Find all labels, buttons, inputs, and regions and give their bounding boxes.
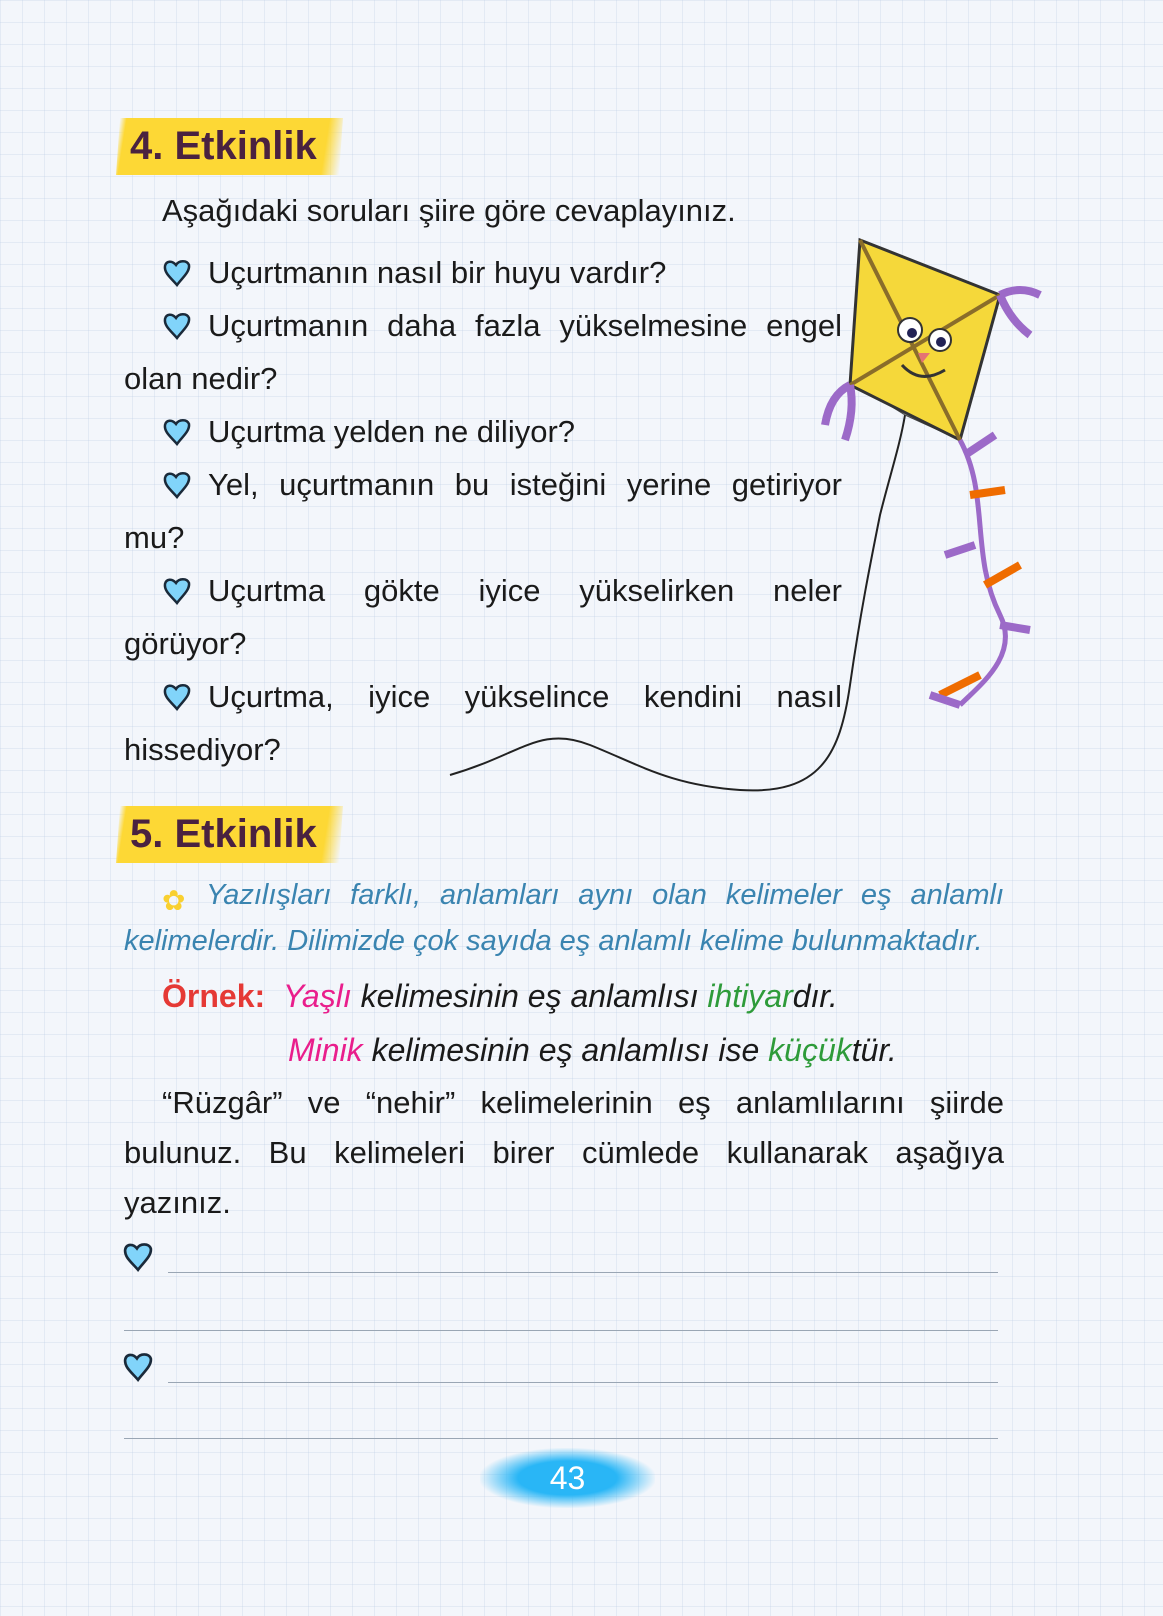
heart-icon <box>162 470 192 500</box>
task-text: “Rüzgâr” ve “nehir” kelimelerinin eş anlamlılarını şiirde bulunuz. Bu kelimeleri birer cümlede kullanarak aşağıya yazınız. <box>124 1085 1004 1220</box>
answer-line[interactable] <box>124 1438 998 1439</box>
heart-icon <box>162 682 192 712</box>
flower-icon: ✿ <box>162 885 186 916</box>
question-item: Yel, uçurtmanın bu isteğini yerine getiriyor mu? <box>124 467 842 555</box>
activity-5-heading: 5. Etkinlik <box>116 806 343 863</box>
answer-line[interactable] <box>168 1272 998 1273</box>
heart-icon <box>162 311 192 341</box>
heart-icon <box>162 576 192 606</box>
activity-4-heading: 4. Etkinlik <box>116 118 343 175</box>
example-row-1: Örnek: Yaşlı kelimesinin eş anlamlısı ihtiyardır. <box>162 978 838 1014</box>
question-item: Uçurtmanın daha fazla yükselmesine engel olan nedir? <box>124 308 842 396</box>
info-text: ✿ Yazılışları farklı, anlamları aynı olan kelimeler eş anlamlı kelimelerdir. Dilimizde çok sayıda eş anlamlı kelime bulunmaktadır. <box>124 879 1004 957</box>
heart-icon <box>162 417 192 447</box>
heart-icon <box>122 1240 154 1274</box>
question-item: Uçurtma yelden ne diliyor? <box>124 405 842 458</box>
page-number: 43 <box>480 1448 655 1508</box>
example-row-2: Minik kelimesinin eş anlamlısı ise küçüktür. <box>288 1032 897 1068</box>
question-item: Uçurtmanın nasıl bir huyu vardır? <box>124 246 842 299</box>
kite-illustration <box>440 235 1080 805</box>
heart-icon <box>162 258 192 288</box>
heart-icon <box>122 1350 154 1384</box>
answer-line[interactable] <box>168 1382 998 1383</box>
answer-line[interactable] <box>124 1330 998 1331</box>
question-item: Uçurtma, iyice yükselince kendini nasıl hissediyor? <box>124 679 842 767</box>
activity-4-instruction: Aşağıdaki soruları şiire göre cevaplayınız. <box>162 193 736 228</box>
question-item: Uçurtma gökte iyice yükselirken neler görüyor? <box>124 573 842 661</box>
